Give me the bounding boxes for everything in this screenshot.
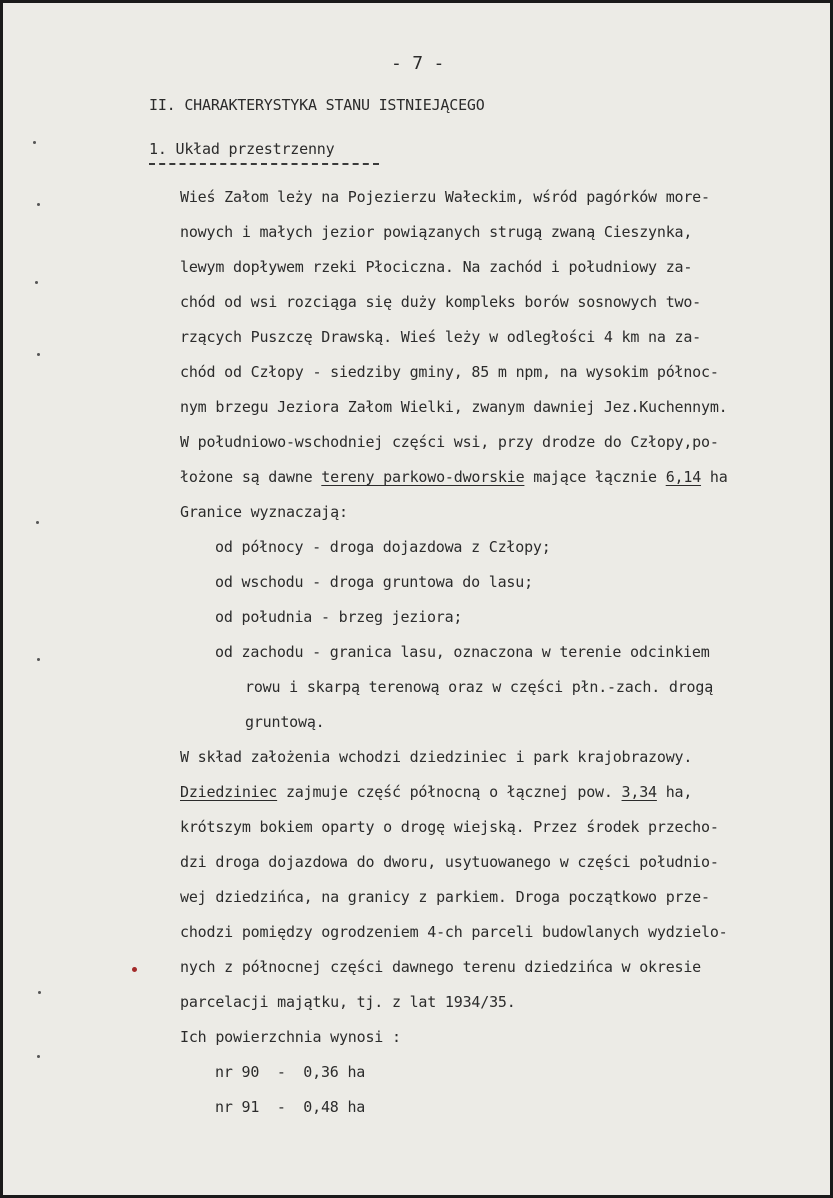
margin-speck	[37, 353, 40, 356]
text: łożone są dawne	[180, 468, 322, 486]
boundary-item: gruntową.	[245, 713, 325, 731]
para2-line: nych z północnej części dawnego terenu dziedzińca w okresie	[180, 958, 702, 976]
boundary-item: od północy - droga dojazdowa z Człopy;	[215, 538, 551, 556]
para1-line: chód od wsi rozciąga się duży kompleks borów sosnowych two-	[180, 293, 702, 311]
margin-speck	[35, 281, 38, 284]
para2-line: chodzi pomiędzy ogrodzeniem 4-ch parceli budowlanych wydzielo-	[180, 923, 728, 941]
para1-line: lewym dopływem rzeki Płociczna. Na zachód i południowy za-	[180, 258, 693, 276]
text: zajmuje część północną o łącznej pow.	[277, 783, 622, 801]
area-value: 3,34	[621, 783, 657, 801]
boundary-item: od wschodu - droga gruntowa do lasu;	[215, 573, 533, 591]
margin-speck	[38, 991, 41, 994]
composition-line: W skład założenia wchodzi dziedziniec i park krajobrazowy.	[180, 748, 693, 766]
para2-line: krótszym bokiem oparty o drogę wiejską. Przez środek przecho-	[180, 818, 719, 836]
margin-speck	[33, 141, 36, 144]
para2-line: dzi droga dojazdowa do dworu, usytuowanego w części południo-	[180, 853, 719, 871]
plot-item: nr 90 - 0,36 ha	[215, 1063, 366, 1081]
heading-underline	[149, 163, 379, 165]
red-mark	[132, 967, 137, 972]
para2-line: wej dziedzińca, na granicy z parkiem. Droga początkowo prze-	[180, 888, 710, 906]
area-value: 6,14	[665, 468, 702, 486]
section-heading: II. CHARAKTERYSTYKA STANU ISTNIEJĄCEGO	[149, 96, 485, 114]
text: mające łącznie	[524, 468, 666, 486]
para2-first-line	[180, 783, 692, 801]
para1-line: Wieś Załom leży na Pojezierzu Wałeckim, wśród pagórków more-	[180, 188, 710, 206]
para1-line: nowych i małych jezior powiązanych strugą zwaną Cieszynka,	[180, 223, 693, 241]
boundary-item: od południa - brzeg jeziora;	[215, 608, 463, 626]
boundary-item: od zachodu - granica lasu, oznaczona w terenie odcinkiem	[215, 643, 710, 661]
para1-line: chód od Człopy - siedziby gminy, 85 m npm, na wysokim północ-	[180, 363, 719, 381]
margin-speck	[36, 521, 39, 524]
plots-intro: Ich powierzchnia wynosi :	[180, 1028, 401, 1046]
plot-item: nr 91 - 0,48 ha	[215, 1098, 366, 1116]
margin-speck	[37, 1055, 40, 1058]
para2-line: parcelacji majątku, tj. z lat 1934/35.	[180, 993, 516, 1011]
para1-line: nym brzegu Jeziora Załom Wielki, zwanym dawniej Jez.Kuchennym.	[180, 398, 728, 416]
unit: ha,	[656, 783, 693, 801]
boundary-item: rowu i skarpą terenową oraz w części płn.-zach. drogą	[245, 678, 714, 696]
para1-line: W południowo-wschodniej części wsi, przy drodze do Człopy,po-	[180, 433, 719, 451]
underlined-term: Dziedziniec	[180, 783, 278, 801]
subsection-heading: 1. Układ przestrzenny	[149, 140, 335, 158]
margin-speck	[37, 658, 40, 661]
para1-line: rzących Puszczę Drawską. Wieś leży w odległości 4 km na za-	[180, 328, 702, 346]
boundaries-intro: Granice wyznaczają:	[180, 503, 348, 521]
para1-last-line	[180, 468, 728, 486]
underlined-term: tereny parkowo-dworskie	[321, 468, 525, 486]
page-number: - 7 -	[391, 53, 445, 74]
margin-speck	[37, 203, 40, 206]
unit: ha	[701, 468, 728, 486]
